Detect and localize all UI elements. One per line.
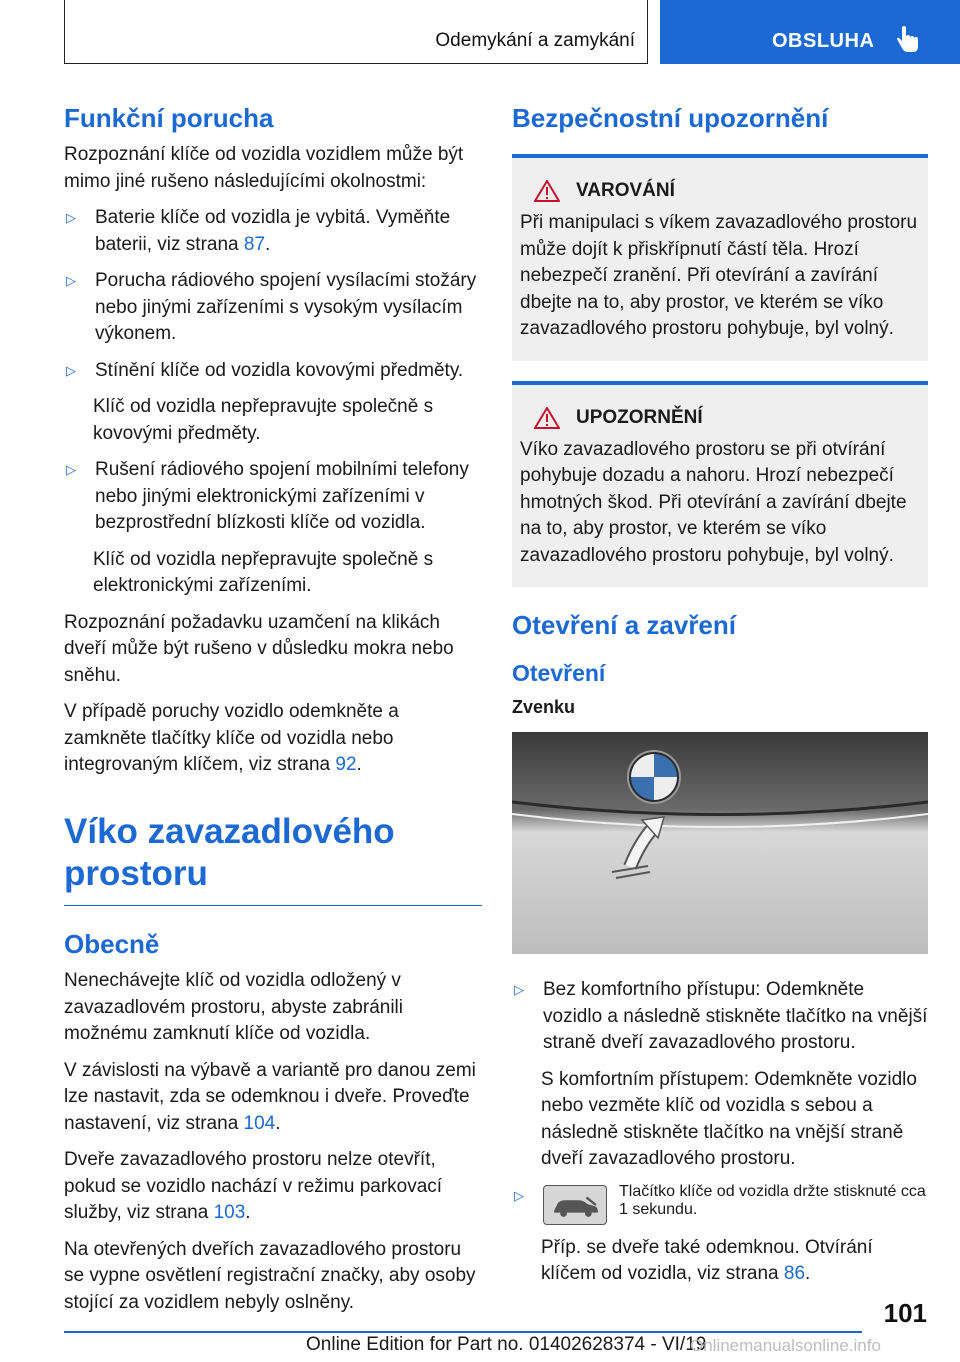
page-link[interactable]: 86 xyxy=(783,1263,806,1284)
page-link[interactable]: 87 xyxy=(243,233,266,255)
paragraph-valet: Dveře zavazadlového prostoru nelze otevřít, pokud se vozidlo nachází v režimu parkovací služby, viz strana 103. xyxy=(64,1149,443,1223)
notice-triangle-icon xyxy=(534,407,560,429)
list-item-note: Klíč od vozidla nepřepravujte společně s elektronickými zařízeními. xyxy=(93,548,434,596)
notice-text: Víko zavazadlového prostoru se při otvírání pohybuje dozadu a nahoru. Hrozí nebezpečí hmotných škod. Při otevírání a zavírání dbejte na to, aby prostor, ve kterém se víko zavazadlového prostoru pohybuje, byl volný. xyxy=(520,438,907,566)
list-item-note: S komfortním přístupem: Odemkněte vozidlo nebo vezměte klíč od vozidla s sebou a následně stiskněte tlačítko na vnější straně dveří zavazadlového prostoru. xyxy=(541,1068,917,1169)
left-column xyxy=(64,100,482,1326)
tailgate-heading-line2: prostoru xyxy=(64,853,208,893)
chapter-title: Odemykání a zamykání xyxy=(435,30,635,51)
list-item xyxy=(512,977,928,1057)
paragraph-plate-light: Na otevřených dveřích zavazadlového prostoru se vypne osvětlení registrační značky, aby osoby stojící za vozidlem nebyly oslněny. xyxy=(64,1238,476,1313)
footer-divider xyxy=(64,1331,862,1333)
list-item xyxy=(64,358,482,385)
right-column xyxy=(512,100,928,1298)
list-item-text: Tlačítko klíče od vozidla držte stisknuté cca 1 sekundu. xyxy=(619,1182,926,1218)
list-item-note: Příp. se dveře také odemknou. Otvírání klíčem od vozidla, viz strana 86. xyxy=(541,1236,873,1284)
list-item xyxy=(64,268,482,348)
bullet-triangle-icon: ▷ xyxy=(66,210,76,225)
malfunction-heading: Funkční porucha xyxy=(64,103,274,133)
warning-label: VAROVÁNÍ xyxy=(576,180,675,201)
warning-triangle-icon xyxy=(534,180,560,202)
car-tailgate-key-icon xyxy=(543,1185,607,1225)
section-label: OBSLUHA xyxy=(772,30,875,52)
list-item-text: Porucha rádiového spojení vysílacími stožáry nebo jinými zařízeními s vysokým vysílacím výkonem. xyxy=(95,270,477,344)
bullet-triangle-icon: ▷ xyxy=(66,462,76,477)
bullet-triangle-icon: ▷ xyxy=(66,362,76,378)
page-link[interactable]: 92 xyxy=(335,754,357,775)
list-item xyxy=(512,1183,928,1225)
paragraph-lock-detection: Rozpoznání požadavku uzamčení na klikách dveří může být rušeno v důsledku mokra nebo sněhu. xyxy=(64,611,454,686)
page-link[interactable]: 104 xyxy=(243,1112,276,1134)
bullet-triangle-icon: ▷ xyxy=(514,1187,524,1203)
paragraph-settings: V závislosti na výbavě a variantě pro danou zemi lze nastavit, zda se odemknou i dveře. Proveďte nastavení, viz strana 104. xyxy=(64,1059,476,1134)
paragraph-failure: V případě poruchy vozidlo odemkněte a zamkněte tlačítky klíče od vozidla nebo integrovaným klíčem, viz strana 92. xyxy=(64,701,399,775)
header-chapter-box xyxy=(64,0,648,64)
list-item-text: Stínění klíče od vozidla kovovými předměty. xyxy=(95,359,464,381)
list-item-note: Klíč od vozidla nepřepravujte společně s kovovými předměty. xyxy=(93,396,434,444)
safety-heading: Bezpečnostní upozornění xyxy=(512,103,829,133)
page-link[interactable]: 103 xyxy=(213,1202,246,1223)
tailgate-heading-line1: Víko zavazadlového xyxy=(64,811,395,851)
notice-box xyxy=(512,381,928,588)
header-section-tab[interactable] xyxy=(660,0,960,64)
page-number: 101 xyxy=(883,1298,927,1328)
footer-watermark: Onlinemanualsonline.info xyxy=(690,1336,881,1355)
list-item-text: Rušení rádiového spojení mobilními telefony nebo jinými elektronickými zařízeními v bezprostřední blízkosti klíče od vozidla. xyxy=(95,459,469,533)
bullet-triangle-icon: ▷ xyxy=(66,273,76,288)
paragraph-key-left: Nenechávejte klíč od vozidla odložený v zavazadlovém prostoru, abyste zabránili možnému zamknutí klíče od vozidla. xyxy=(64,970,404,1044)
bullet-triangle-icon: ▷ xyxy=(514,982,524,997)
list-item-text: Baterie klíče od vozidla je vybitá. Vyměňte baterii, viz strana xyxy=(95,207,451,255)
warning-text: Při manipulaci s víkem zavazadlového prostoru může dojít k přiskřípnutí částí těla. Hrozí nebezpečí zranění. Při otevírání a zavírání dbejte na to, aby prostor, ve kterém se víko zavazadlového prostoru pohybuje, byl volný. xyxy=(520,212,918,339)
open-close-heading: Otevření a zavření xyxy=(512,610,736,640)
notice-label: UPOZORNĚNÍ xyxy=(576,406,703,428)
footer-edition: Online Edition for Part no. 01402628374 - VI/19 xyxy=(306,1334,707,1355)
list-item-text: Bez komfortního přístupu: Odemkněte vozidlo a následně stiskněte tlačítko na vnější straně dveří zavazadlového prostoru. xyxy=(543,979,928,1053)
malfunction-intro: Rozpoznání klíče od vozidla vozidlem může být mimo jiné rušeno následujícími okolnostmi: xyxy=(64,144,464,192)
hand-pointer-icon xyxy=(896,26,920,54)
general-heading: Obecně xyxy=(64,929,160,959)
tailgate-button-photo xyxy=(512,732,928,954)
list-item xyxy=(64,457,482,537)
list-item: ▷ Baterie klíče od vozidla je vybitá. Vyměňte baterii, viz strana 87. xyxy=(64,205,482,258)
open-heading: Otevření xyxy=(512,660,606,686)
outside-heading: Zvenku xyxy=(512,697,576,717)
warning-box xyxy=(512,154,928,361)
heading-divider xyxy=(64,905,482,907)
